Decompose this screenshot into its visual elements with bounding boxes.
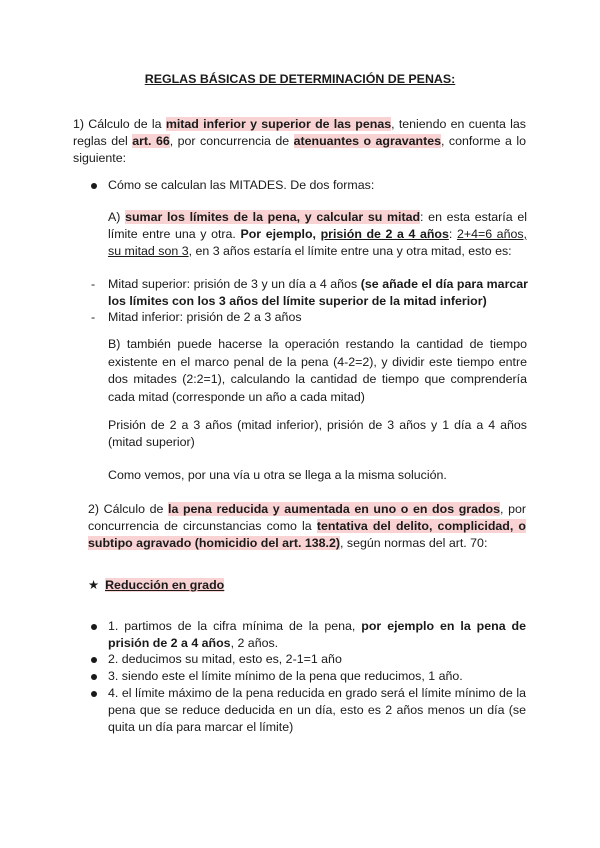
text-run: , por concurrencia de circunstancias como la bbox=[88, 502, 527, 533]
paragraph-option-a bbox=[108, 209, 527, 260]
dash-marker: - bbox=[91, 277, 96, 291]
bullet-dot bbox=[91, 183, 97, 189]
text-run: 2) Cálculo de bbox=[88, 502, 169, 516]
paragraph-mitades-intro bbox=[73, 116, 526, 167]
text-run: , en 3 años estaría el límite entre una y otra mitad, esto es: bbox=[188, 244, 512, 258]
bullet-dot bbox=[91, 624, 97, 630]
bold-underline-prision: prisión de 2 a 4 años bbox=[320, 227, 449, 241]
highlight-pena-reducida: la pena reducida y aumentada en uno o en dos grados bbox=[168, 502, 501, 516]
text-run: 1. partimos de la cifra mínima de la pena, bbox=[108, 619, 362, 633]
paragraph-option-b: B) también puede hacerse la operación restando la cantidad de tiempo existente en el marco penal de la pena (4-2=2), y dividir este tiempo entre dos mitades (2:2=1), calculando la cantidad de tiempo que comprendería cada mitad (corresponde un año a cada mitad) bbox=[108, 337, 527, 404]
text-run: , teniendo en cuenta las reglas del bbox=[73, 117, 526, 148]
text-run: , 2 años. bbox=[230, 636, 279, 650]
paragraph-prision-result: Prisión de 2 a 3 años (mitad inferior), prisión de 3 años y 1 día a 4 años (mitad superior) bbox=[108, 418, 527, 449]
text-run: 1) Cálculo de la bbox=[73, 117, 166, 131]
text-run: , por concurrencia de bbox=[169, 134, 294, 148]
highlight-atenuantes: atenuantes o agravantes bbox=[293, 134, 441, 148]
bullet-dot bbox=[91, 691, 97, 697]
bold-note: (se añade el día para marcar los límites con los 3 años del límite superior de la mitad inferior) bbox=[108, 277, 528, 308]
dash-marker: - bbox=[91, 310, 96, 324]
bullet-dot bbox=[91, 657, 97, 663]
text-run: A) bbox=[108, 210, 126, 224]
dash-item-mitad-inferior: Mitad inferior: prisión de 2 a 3 años bbox=[108, 310, 302, 324]
star-icon: ★ bbox=[88, 578, 100, 592]
text-run: Mitad superior: prisión de 3 y un día a 4 años bbox=[108, 277, 361, 291]
bold-example: por ejemplo en la pena de prisión de 2 a 4 años bbox=[108, 619, 527, 650]
bullet-mitades: Cómo se calculan las MITADES. De dos formas: bbox=[108, 178, 375, 192]
paragraph-conclusion: Como vemos, por una vía u otra se llega a la misma solución. bbox=[108, 468, 447, 482]
list-item-step-3: 3. siendo este el límite mínimo de la pena que reducimos, 1 año. bbox=[108, 669, 463, 683]
highlight-sumar: sumar los límites de la pena, y calcular su mitad bbox=[125, 210, 421, 224]
highlight-mitad: mitad inferior y superior de las penas bbox=[165, 117, 392, 131]
document-title: REGLAS BÁSICAS DE DETERMINACIÓN DE PENAS: bbox=[144, 72, 456, 86]
underline-calc: 2+4=6 años, su mitad son 3 bbox=[108, 227, 527, 258]
list-item-step-2: 2. deducimos su mitad, esto es, 2-1=1 año bbox=[108, 652, 342, 666]
list-item-step-1 bbox=[108, 618, 526, 652]
highlight-art66: art. 66 bbox=[132, 134, 170, 148]
bold-example: Por ejemplo, bbox=[240, 227, 321, 241]
list-item-step-4: 4. el límite máximo de la pena reducida en grado será el límite mínimo de la pena que se reduce deducida en un día, esto es 2 años menos un día (se quita un día para marcar el límite) bbox=[108, 686, 526, 734]
highlight-tentativa: tentativa del delito, complicidad, o subtipo agravado (homicidio del art. 138.2) bbox=[88, 519, 526, 550]
text-run: : bbox=[448, 227, 457, 241]
text-run: , según normas del art. 70: bbox=[340, 536, 488, 550]
heading-label: Reducción en grado bbox=[105, 578, 225, 592]
text-run: , conforme a lo siguiente: bbox=[73, 134, 526, 165]
bullet-dot bbox=[91, 674, 97, 680]
paragraph-grados-intro bbox=[88, 501, 526, 552]
text-run: : en esta estaría el límite entre una y otra. bbox=[108, 210, 527, 241]
dash-item-mitad-superior bbox=[108, 276, 528, 310]
section-heading-reduccion bbox=[88, 577, 224, 594]
